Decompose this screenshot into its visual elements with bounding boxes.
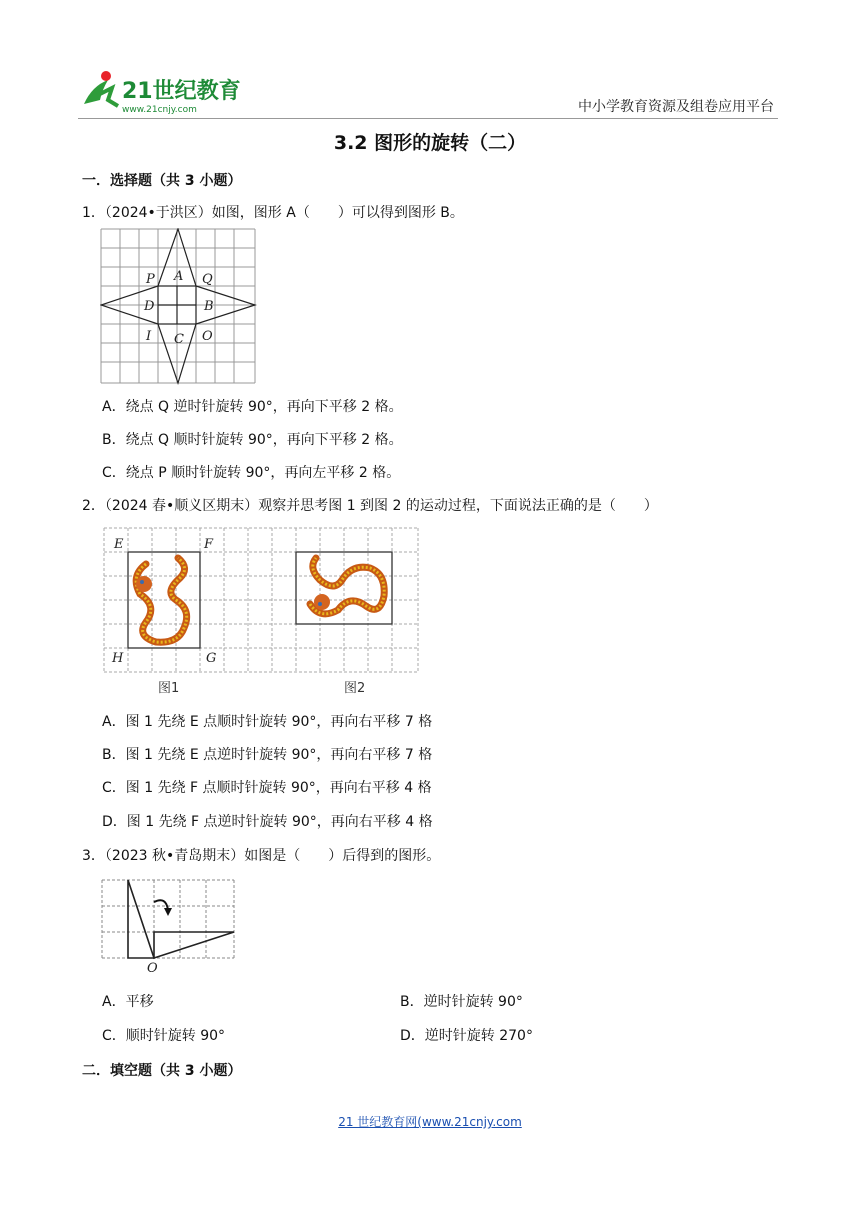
label-f: F bbox=[204, 537, 214, 552]
logo-text: 21世纪教育 bbox=[122, 79, 241, 104]
label-q: Q bbox=[202, 272, 213, 287]
label-g: G bbox=[206, 651, 217, 666]
question-1-stem: 1．（2024•于洪区）如图，图形 A（ ）可以得到图形 B。 bbox=[82, 205, 464, 221]
figure-1-caption: 图1 bbox=[158, 681, 180, 696]
label-e: E bbox=[114, 537, 124, 552]
question-2-stem: 2．（2024 春•顺义区期末）观察并思考图 1 到图 2 的运动过程，下面说法正确的是（ ） bbox=[82, 498, 658, 514]
section-heading-choice: 一．选择题（共 3 小题） bbox=[82, 173, 242, 189]
question-2-option-a[interactable]: A．图 1 先绕 E 点顺时针旋转 90°，再向右平移 7 格 bbox=[102, 714, 433, 730]
question-3-stem: 3．（2023 秋•青岛期末）如图是（ ）后得到的图形。 bbox=[82, 848, 441, 864]
question-1-figure bbox=[100, 228, 260, 392]
label-d: D bbox=[144, 299, 155, 314]
label-p: P bbox=[146, 272, 155, 287]
figure-2-caption: 图2 bbox=[344, 681, 366, 696]
question-3-figure bbox=[100, 878, 240, 978]
question-3-option-b[interactable]: B．逆时针旋转 90° bbox=[400, 994, 523, 1010]
logo-url: www.21cnjy.com bbox=[122, 105, 197, 115]
question-1-option-a[interactable]: A．绕点 Q 逆时针旋转 90°，再向下平移 2 格。 bbox=[102, 399, 403, 415]
label-b: B bbox=[204, 299, 214, 314]
question-3-option-d[interactable]: D．逆时针旋转 270° bbox=[400, 1028, 533, 1044]
label-o: O bbox=[147, 961, 158, 974]
question-2-option-d[interactable]: D．图 1 先绕 F 点逆时针旋转 90°，再向右平移 4 格 bbox=[102, 814, 433, 830]
label-c: C bbox=[174, 332, 184, 347]
label-h: H bbox=[112, 651, 124, 666]
question-1-option-c[interactable]: C．绕点 P 顺时针旋转 90°，再向左平移 2 格。 bbox=[102, 465, 401, 481]
question-3-option-a[interactable]: A．平移 bbox=[102, 994, 154, 1010]
dragon-image-2 bbox=[310, 558, 384, 614]
label-a: A bbox=[174, 269, 184, 284]
header-divider bbox=[78, 118, 778, 119]
page-title: 3.2 图形的旋转（二） bbox=[333, 132, 527, 154]
question-2-figure bbox=[100, 524, 422, 702]
platform-name: 中小学教育资源及组卷应用平台 bbox=[578, 99, 774, 115]
question-2-option-b[interactable]: B．图 1 先绕 E 点逆时针旋转 90°，再向右平移 7 格 bbox=[102, 747, 433, 763]
label-i: I bbox=[146, 329, 152, 344]
question-2-option-c[interactable]: C．图 1 先绕 F 点顺时针旋转 90°，再向右平移 4 格 bbox=[102, 780, 432, 796]
label-o: O bbox=[202, 329, 213, 344]
question-1-option-b[interactable]: B．绕点 Q 顺时针旋转 90°，再向下平移 2 格。 bbox=[102, 432, 403, 448]
question-3-option-c[interactable]: C．顺时针旋转 90° bbox=[102, 1028, 226, 1044]
section-heading-fill: 二．填空题（共 3 小题） bbox=[82, 1063, 242, 1079]
site-logo bbox=[78, 66, 248, 116]
footer-link[interactable]: 21 世纪教育网(www.21cnjy.com bbox=[338, 1115, 522, 1129]
